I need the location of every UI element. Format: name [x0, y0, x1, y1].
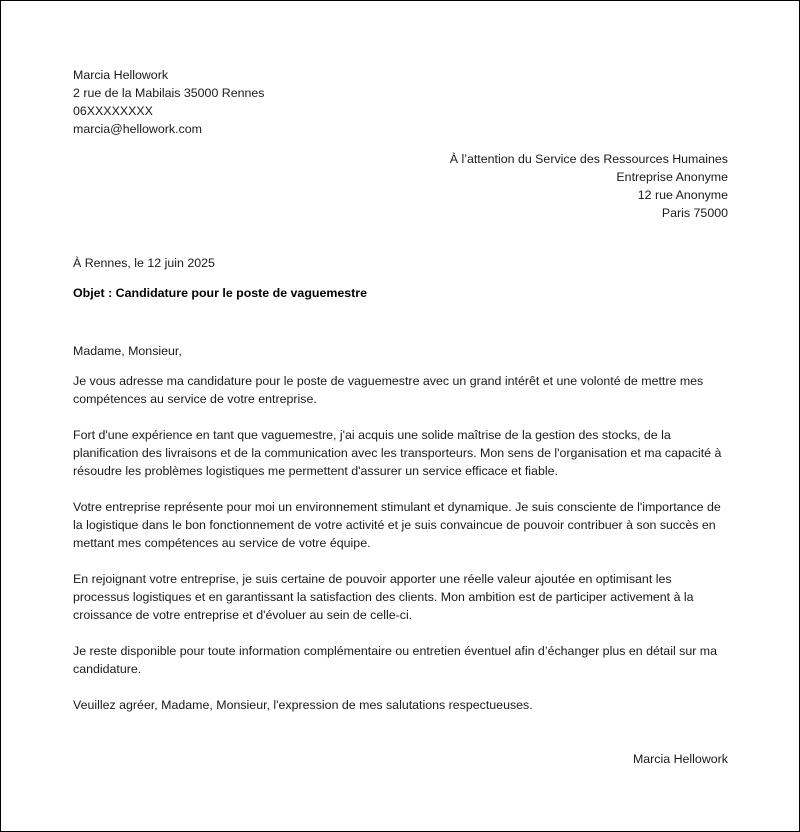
subject-line: Objet : Candidature pour le poste de vaguemestre	[73, 286, 367, 300]
recipient-city: Paris 75000	[661, 206, 728, 220]
salutation: Madame, Monsieur,	[73, 344, 182, 358]
date-line: À Rennes, le 12 juin 2025	[73, 256, 215, 270]
recipient-attention: À l’attention du Service des Ressources Humaines	[449, 152, 728, 166]
recipient-company: Entreprise Anonyme	[616, 170, 728, 184]
paragraph-intro: Je vous adresse ma candidature pour le poste de vaguemestre avec un grand intérêt et une volonté de mettre mes compétences au service de votre entreprise.	[73, 374, 704, 406]
signature: Marcia Hellowork	[632, 752, 728, 766]
sender-phone: 06XXXXXXXX	[73, 104, 153, 118]
recipient-street: 12 rue Anonyme	[637, 188, 728, 202]
sender-block	[73, 66, 729, 138]
sender-email: marcia@hellowork.com	[73, 122, 202, 136]
sender-address: 2 rue de la Mabilais 35000 Rennes	[73, 86, 265, 100]
recipient-block	[73, 150, 728, 222]
paragraph-availability: Je reste disponible pour toute information complémentaire ou entretien éventuel afin d’échanger plus en détail sur ma candidature.	[73, 644, 718, 676]
paragraph-closing: Veuillez agréer, Madame, Monsieur, l'expression de mes salutations respectueuses.	[73, 698, 533, 712]
paragraph-company: Votre entreprise représente pour moi un environnement stimulant et dynamique. Je suis consciente de l'importance de la logistique dans le bon fonctionnement de votre activité et je suis convaincue de pouvoir contribuer à son succès en mettant mes compétences au service de votre équipe.	[73, 500, 721, 550]
paragraph-experience: Fort d'une expérience en tant que vaguemestre, j'ai acquis une solide maîtrise de la gestion des stocks, de la planification des livraisons et de la communication avec les transporteurs. Mon sens de l'organisation et ma capacité à résoudre les problèmes logistiques me permettent d'assurer un service efficace et fiable.	[73, 428, 722, 478]
sender-name: Marcia Hellowork	[73, 68, 169, 82]
paragraph-ambition: En rejoignant votre entreprise, je suis certaine de pouvoir apporter une réelle valeur ajoutée en optimisant les processus logistiques et en garantissant la satisfaction des clients. Mon ambition est de participer activement à la croissance de votre entreprise et d'évoluer au sein de celle-ci.	[73, 572, 694, 622]
